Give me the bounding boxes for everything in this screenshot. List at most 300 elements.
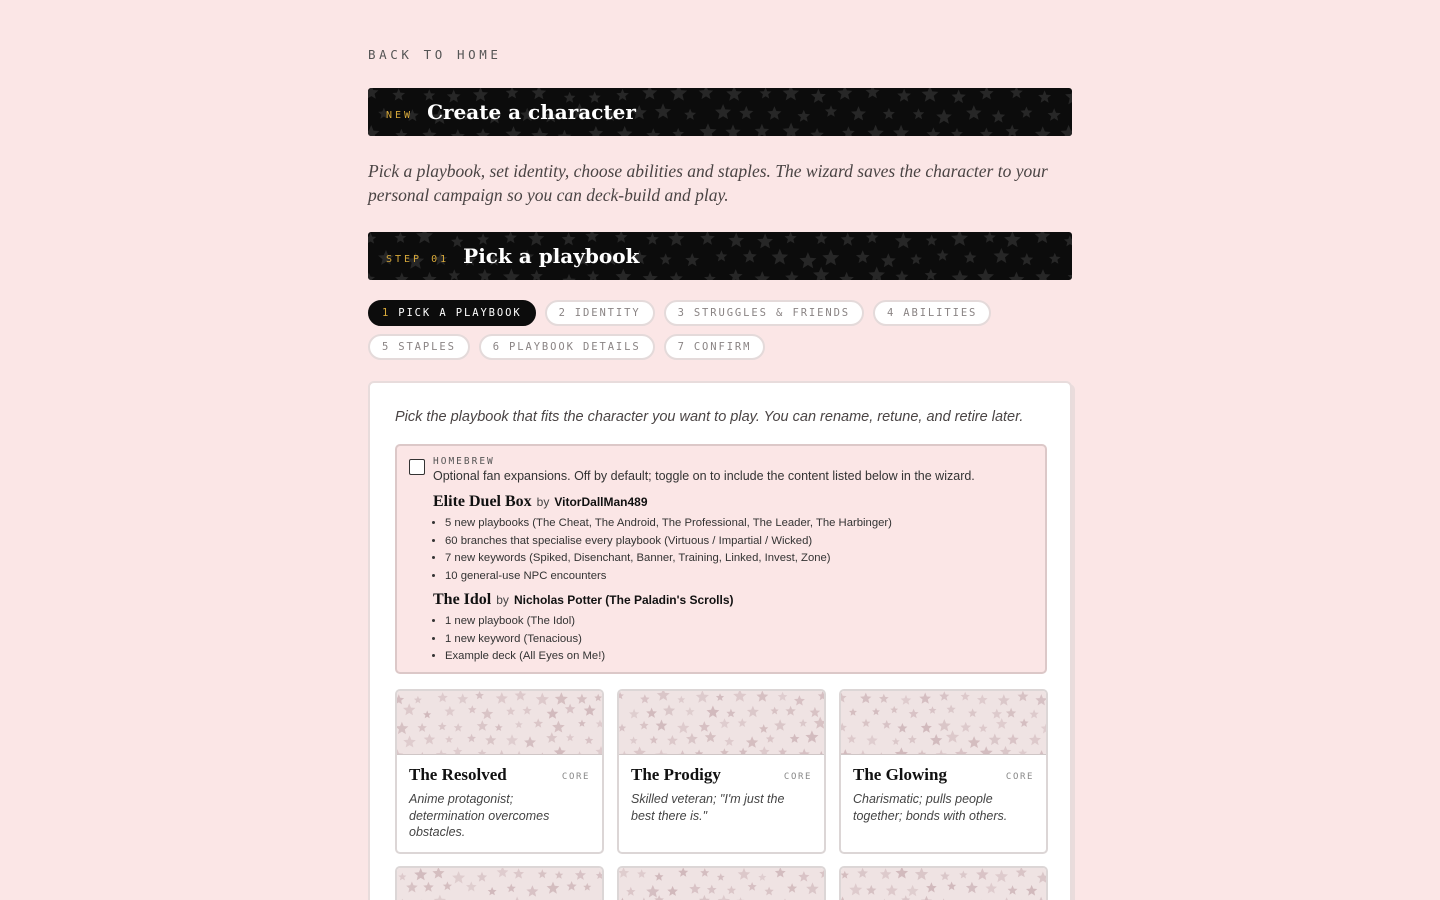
star-shape — [496, 750, 508, 755]
star-shape — [877, 752, 885, 755]
star-shape — [760, 88, 772, 99]
star-shape — [417, 723, 427, 732]
star-shape — [481, 708, 493, 719]
star-shape — [866, 735, 877, 746]
star-shape — [655, 872, 664, 881]
star-shape — [886, 884, 898, 895]
star-shape — [810, 707, 821, 717]
star-shape — [939, 691, 949, 701]
step-number: 5 — [382, 341, 391, 353]
star-shape — [896, 868, 909, 879]
star-shape — [596, 746, 603, 755]
star-shape — [418, 752, 426, 755]
star-shape — [476, 128, 490, 136]
star-shape — [755, 271, 770, 280]
star-shape — [794, 695, 805, 705]
star-shape — [895, 270, 908, 280]
star-shape — [1035, 694, 1046, 705]
list-item: • 5 new playbooks (The Cheat, The Android, The Professional, The Leader, The Harbinger) — [445, 515, 1033, 533]
star-shape — [453, 747, 462, 755]
star-shape — [995, 870, 1008, 883]
star-shape — [423, 882, 434, 892]
star-shape — [655, 103, 671, 118]
star-shape — [513, 868, 524, 878]
star-shape — [717, 873, 725, 880]
star-shape — [727, 886, 736, 895]
star-shape — [929, 706, 937, 714]
star-shape — [851, 106, 866, 120]
star-shape — [813, 267, 829, 280]
star-shape — [857, 750, 868, 755]
star-shape — [466, 881, 477, 891]
star-pattern — [397, 691, 602, 755]
star-shape — [1036, 750, 1046, 755]
star-shape — [841, 233, 855, 246]
star-shape — [1007, 734, 1019, 745]
star-shape — [677, 750, 688, 755]
star-shape — [913, 108, 925, 119]
star-shape — [1041, 723, 1046, 734]
star-shape — [799, 719, 807, 727]
playbook-name: The Resolved — [409, 765, 507, 784]
star-shape — [438, 722, 447, 730]
star-shape — [667, 886, 678, 896]
star-shape — [477, 720, 488, 731]
star-shape — [497, 868, 509, 877]
step-struggles-and-friends[interactable] — [664, 300, 864, 326]
star-shape — [739, 748, 748, 755]
star-shape — [936, 750, 947, 756]
step-tag: STEP 01 — [386, 253, 450, 265]
star-shape — [946, 730, 959, 743]
homebrew-pack-the-idol — [433, 591, 1033, 666]
star-shape — [726, 709, 735, 718]
star-shape — [414, 696, 422, 704]
star-shape — [842, 126, 855, 136]
star-shape — [503, 268, 520, 280]
playbook-card[interactable] — [395, 866, 604, 900]
star-shape — [670, 272, 683, 280]
star-shape — [452, 871, 465, 883]
step-number: 2 — [558, 307, 567, 319]
star-shape — [457, 693, 468, 703]
star-shape — [436, 750, 447, 756]
star-shape — [699, 895, 710, 900]
playbook-source-badge: CORE — [783, 772, 812, 782]
star-shape — [552, 721, 565, 733]
star-shape — [882, 720, 891, 729]
star-shape — [585, 736, 594, 744]
star-shape — [980, 128, 993, 137]
star-shape — [993, 248, 1009, 263]
star-shape — [909, 709, 919, 718]
star-shape — [650, 736, 659, 744]
star-shape — [992, 110, 1006, 123]
star-shape — [445, 735, 453, 743]
star-shape — [695, 749, 704, 755]
step-staples[interactable] — [368, 334, 470, 360]
star-shape — [785, 232, 797, 243]
star-shape — [398, 873, 406, 881]
step-confirm[interactable] — [664, 334, 766, 360]
star-shape — [403, 736, 416, 748]
intro-text: Pick a playbook, set identity, choose abilities and staples. The wizard saves the character to your personal campaign so you can deck-build and play. — [368, 161, 1048, 205]
playbook-card-the-glowing[interactable] — [839, 689, 1048, 854]
star-shape — [1064, 235, 1072, 246]
star-shape — [720, 748, 729, 755]
star-shape — [738, 718, 747, 727]
star-shape — [716, 693, 724, 701]
star-shape — [800, 252, 817, 268]
star-shape — [783, 88, 800, 100]
star-shape — [1026, 885, 1037, 896]
star-shape — [468, 705, 477, 713]
star-shape — [1037, 872, 1046, 884]
step-identity[interactable] — [545, 300, 655, 326]
star-shape — [555, 692, 568, 705]
star-shape — [422, 128, 436, 136]
star-shape — [395, 272, 408, 280]
star-shape — [926, 235, 938, 246]
star-shape — [936, 109, 952, 124]
star-shape — [790, 734, 800, 743]
star-shape — [619, 692, 624, 700]
star-shape — [536, 693, 549, 706]
playbook-art — [397, 868, 602, 900]
star-shape — [704, 273, 716, 280]
step-label: PICK A PLAYBOOK — [398, 307, 522, 319]
star-shape — [576, 751, 584, 755]
header-tag: NEW — [386, 109, 414, 121]
star-shape — [646, 233, 659, 245]
star-shape — [716, 250, 728, 261]
star-shape — [700, 868, 709, 877]
star-shape — [901, 695, 912, 705]
step-label: STAPLES — [398, 341, 456, 353]
star-shape — [526, 885, 538, 896]
step-playbook-details[interactable] — [479, 334, 655, 360]
star-shape — [799, 748, 810, 755]
star-shape — [589, 126, 604, 136]
star-shape — [685, 253, 699, 266]
star-shape — [515, 721, 523, 728]
star-shape — [841, 692, 847, 702]
star-shape — [926, 882, 937, 892]
playbook-source-badge: CORE — [1005, 772, 1034, 782]
star-shape — [984, 232, 996, 243]
star-shape — [368, 233, 376, 244]
star-shape — [724, 737, 734, 746]
star-shape — [488, 887, 497, 895]
star-shape — [445, 706, 456, 716]
star-shape — [960, 722, 971, 732]
star-shape — [1065, 88, 1072, 104]
star-shape — [980, 88, 994, 100]
star-shape — [577, 694, 588, 704]
star-shape — [578, 720, 586, 727]
star-shape — [952, 270, 969, 280]
star-shape — [918, 750, 926, 755]
star-pattern — [841, 868, 1046, 900]
star-shape — [678, 868, 688, 877]
star-shape — [449, 269, 461, 280]
star-shape — [1068, 271, 1072, 280]
star-shape — [565, 704, 576, 714]
star-shape — [515, 691, 527, 701]
star-shape — [619, 868, 629, 878]
star-shape — [585, 232, 599, 242]
list-item: • Example deck (All Eyes on Me!) — [445, 648, 1033, 666]
star-shape — [663, 704, 675, 716]
star-shape — [968, 708, 977, 717]
star-shape — [901, 895, 910, 900]
star-shape — [1035, 232, 1051, 243]
pack-by: by — [496, 593, 509, 607]
star-shape — [511, 897, 523, 900]
list-item: • 1 new playbook (The Idol) — [445, 613, 1033, 631]
star-shape — [633, 747, 646, 756]
star-shape — [825, 105, 837, 117]
star-shape — [775, 868, 786, 878]
star-shape — [955, 748, 968, 755]
star-shape — [646, 128, 660, 136]
star-shape — [961, 692, 970, 701]
playbook-grid — [395, 689, 1047, 900]
star-shape — [771, 707, 779, 715]
playbook-art — [841, 868, 1046, 900]
star-shape — [772, 249, 789, 265]
star-shape — [976, 868, 989, 880]
list-item: • 60 branches that specialise every playbook (Virtuous / Impartial / Wicked) — [445, 533, 1033, 551]
star-shape — [951, 128, 963, 136]
star-shape — [668, 232, 684, 246]
star-shape — [707, 885, 717, 894]
playbook-blurb: Charismatic; pulls people together; bonds with others. — [853, 792, 1008, 823]
star-shape — [555, 871, 564, 879]
star-shape — [454, 723, 463, 732]
step-pick-a-playbook[interactable] — [368, 300, 536, 326]
star-shape — [841, 723, 847, 732]
star-shape — [766, 734, 775, 742]
playbook-card[interactable] — [617, 866, 826, 900]
star-shape — [857, 868, 868, 878]
star-shape — [964, 251, 977, 263]
star-shape — [940, 871, 950, 880]
star-shape — [699, 123, 716, 136]
star-shape — [451, 129, 465, 136]
star-shape — [562, 274, 576, 280]
star-shape — [947, 882, 956, 891]
star-shape — [640, 721, 649, 730]
star-shape — [1006, 125, 1019, 136]
star-shape — [685, 707, 694, 716]
star-shape — [765, 887, 774, 896]
star-shape — [478, 749, 487, 755]
star-shape — [1021, 107, 1033, 118]
list-item: • 10 general-use NPC encounters — [445, 568, 1033, 586]
star-shape — [1004, 232, 1021, 247]
star-shape — [715, 104, 731, 119]
star-shape — [1038, 90, 1051, 102]
star-shape — [1035, 897, 1047, 900]
star-shape — [787, 883, 797, 893]
star-shape — [841, 749, 851, 755]
star-shape — [822, 249, 839, 265]
homebrew-checkbox[interactable] — [409, 459, 425, 475]
playbook-blurb: Skilled veteran; "I'm just the best there is." — [631, 792, 785, 823]
star-shape — [890, 706, 898, 713]
star-shape — [881, 253, 896, 267]
star-shape — [757, 233, 773, 248]
star-shape — [584, 704, 596, 715]
star-shape — [785, 706, 795, 716]
star-shape — [798, 871, 809, 882]
star-shape — [811, 89, 826, 103]
star-shape — [646, 708, 657, 718]
star-shape — [670, 88, 687, 101]
star-shape — [414, 868, 427, 880]
star-shape — [642, 88, 657, 100]
star-shape — [815, 232, 828, 244]
star-shape — [951, 232, 968, 246]
star-shape — [667, 735, 678, 745]
star-shape — [733, 691, 746, 702]
playbook-card-the-prodigy[interactable] — [617, 689, 826, 854]
playbook-card[interactable] — [839, 866, 1048, 900]
star-shape — [506, 88, 519, 98]
playbook-source-badge: CORE — [561, 772, 590, 782]
star-shape — [705, 731, 717, 742]
star-shape — [866, 88, 880, 98]
star-shape — [897, 89, 911, 102]
step-label: CONFIRM — [693, 341, 752, 353]
star-shape — [684, 109, 696, 120]
star-shape — [979, 724, 988, 732]
star-shape — [477, 233, 489, 245]
star-shape — [699, 88, 714, 99]
star-shape — [738, 868, 751, 880]
star-shape — [746, 736, 758, 748]
star-shape — [966, 105, 982, 120]
step-banner — [368, 232, 1072, 280]
star-shape — [729, 269, 743, 280]
star-shape — [646, 885, 659, 898]
star-shape — [728, 233, 744, 248]
star-shape — [368, 88, 379, 99]
star-shape — [947, 705, 956, 714]
star-shape — [392, 88, 405, 100]
star-shape — [1010, 88, 1023, 98]
star-shape — [867, 125, 884, 136]
star-shape — [998, 694, 1010, 705]
star-shape — [952, 90, 966, 104]
star-shape — [937, 249, 949, 260]
star-shape — [872, 708, 880, 715]
star-shape — [699, 721, 710, 732]
star-shape — [814, 717, 824, 729]
step-label: ABILITIES — [903, 307, 978, 319]
star-shape — [816, 751, 824, 755]
star-shape — [841, 871, 849, 879]
list-item: • 7 new keywords (Spiked, Disenchant, Banner, Training, Linked, Invest, Zone) — [445, 550, 1033, 568]
star-shape — [1029, 734, 1041, 745]
star-shape — [810, 128, 824, 136]
playbook-card-the-resolved[interactable] — [395, 689, 604, 854]
star-shape — [883, 108, 895, 119]
star-shape — [879, 694, 889, 703]
star-shape — [725, 124, 740, 136]
star-shape — [397, 749, 403, 755]
star-shape — [819, 868, 824, 878]
back-to-home-link[interactable]: BACK TO HOME — [368, 47, 502, 62]
star-shape — [495, 724, 503, 732]
star-shape — [707, 706, 720, 718]
star-shape — [1008, 885, 1018, 895]
star-shape — [587, 270, 599, 280]
playbook-art — [619, 868, 824, 900]
star-shape — [397, 694, 404, 704]
star-shape — [451, 235, 463, 247]
star-shape — [434, 895, 446, 900]
star-shape — [930, 734, 942, 746]
star-shape — [575, 870, 586, 880]
star-shape — [423, 89, 435, 100]
star-shape — [989, 734, 1001, 746]
star-shape — [523, 706, 532, 715]
star-shape — [839, 272, 854, 280]
star-shape — [938, 719, 951, 731]
star-shape — [860, 693, 871, 704]
star-shape — [880, 868, 892, 879]
star-shape — [785, 271, 799, 280]
star-shape — [596, 720, 602, 728]
star-shape — [847, 734, 856, 743]
homebrew-pack-elite-duel-box — [433, 493, 1033, 585]
star-shape — [893, 125, 909, 136]
playbook-art — [397, 691, 602, 755]
star-shape — [594, 694, 602, 702]
star-shape — [992, 709, 1002, 719]
step-label: IDENTITY — [574, 307, 641, 319]
star-shape — [656, 720, 668, 731]
star-shape — [478, 269, 492, 280]
star-shape — [806, 882, 819, 894]
star-shape — [617, 126, 633, 136]
pack-author: Nicholas Potter (The Paladin's Scrolls) — [513, 593, 734, 607]
star-shape — [910, 254, 922, 265]
step-abilities[interactable] — [873, 300, 991, 326]
star-shape — [443, 881, 452, 890]
star-shape — [818, 691, 824, 700]
star-shape — [531, 270, 543, 280]
star-shape — [507, 884, 516, 893]
star-shape — [959, 871, 968, 879]
star-shape — [968, 736, 981, 748]
pack-contents — [433, 613, 1033, 666]
star-shape — [743, 249, 757, 262]
star-shape — [423, 711, 431, 719]
star-shape — [862, 719, 871, 727]
star-shape — [921, 722, 932, 733]
playbook-art — [841, 691, 1046, 755]
star-shape — [547, 882, 560, 894]
star-shape — [506, 707, 515, 716]
star-shape — [748, 882, 757, 891]
star-shape — [759, 724, 768, 733]
star-shape — [856, 250, 870, 263]
star-shape — [620, 751, 629, 755]
playbook-blurb: Anime protagonist; determination overcomes obstacles. — [409, 792, 550, 839]
